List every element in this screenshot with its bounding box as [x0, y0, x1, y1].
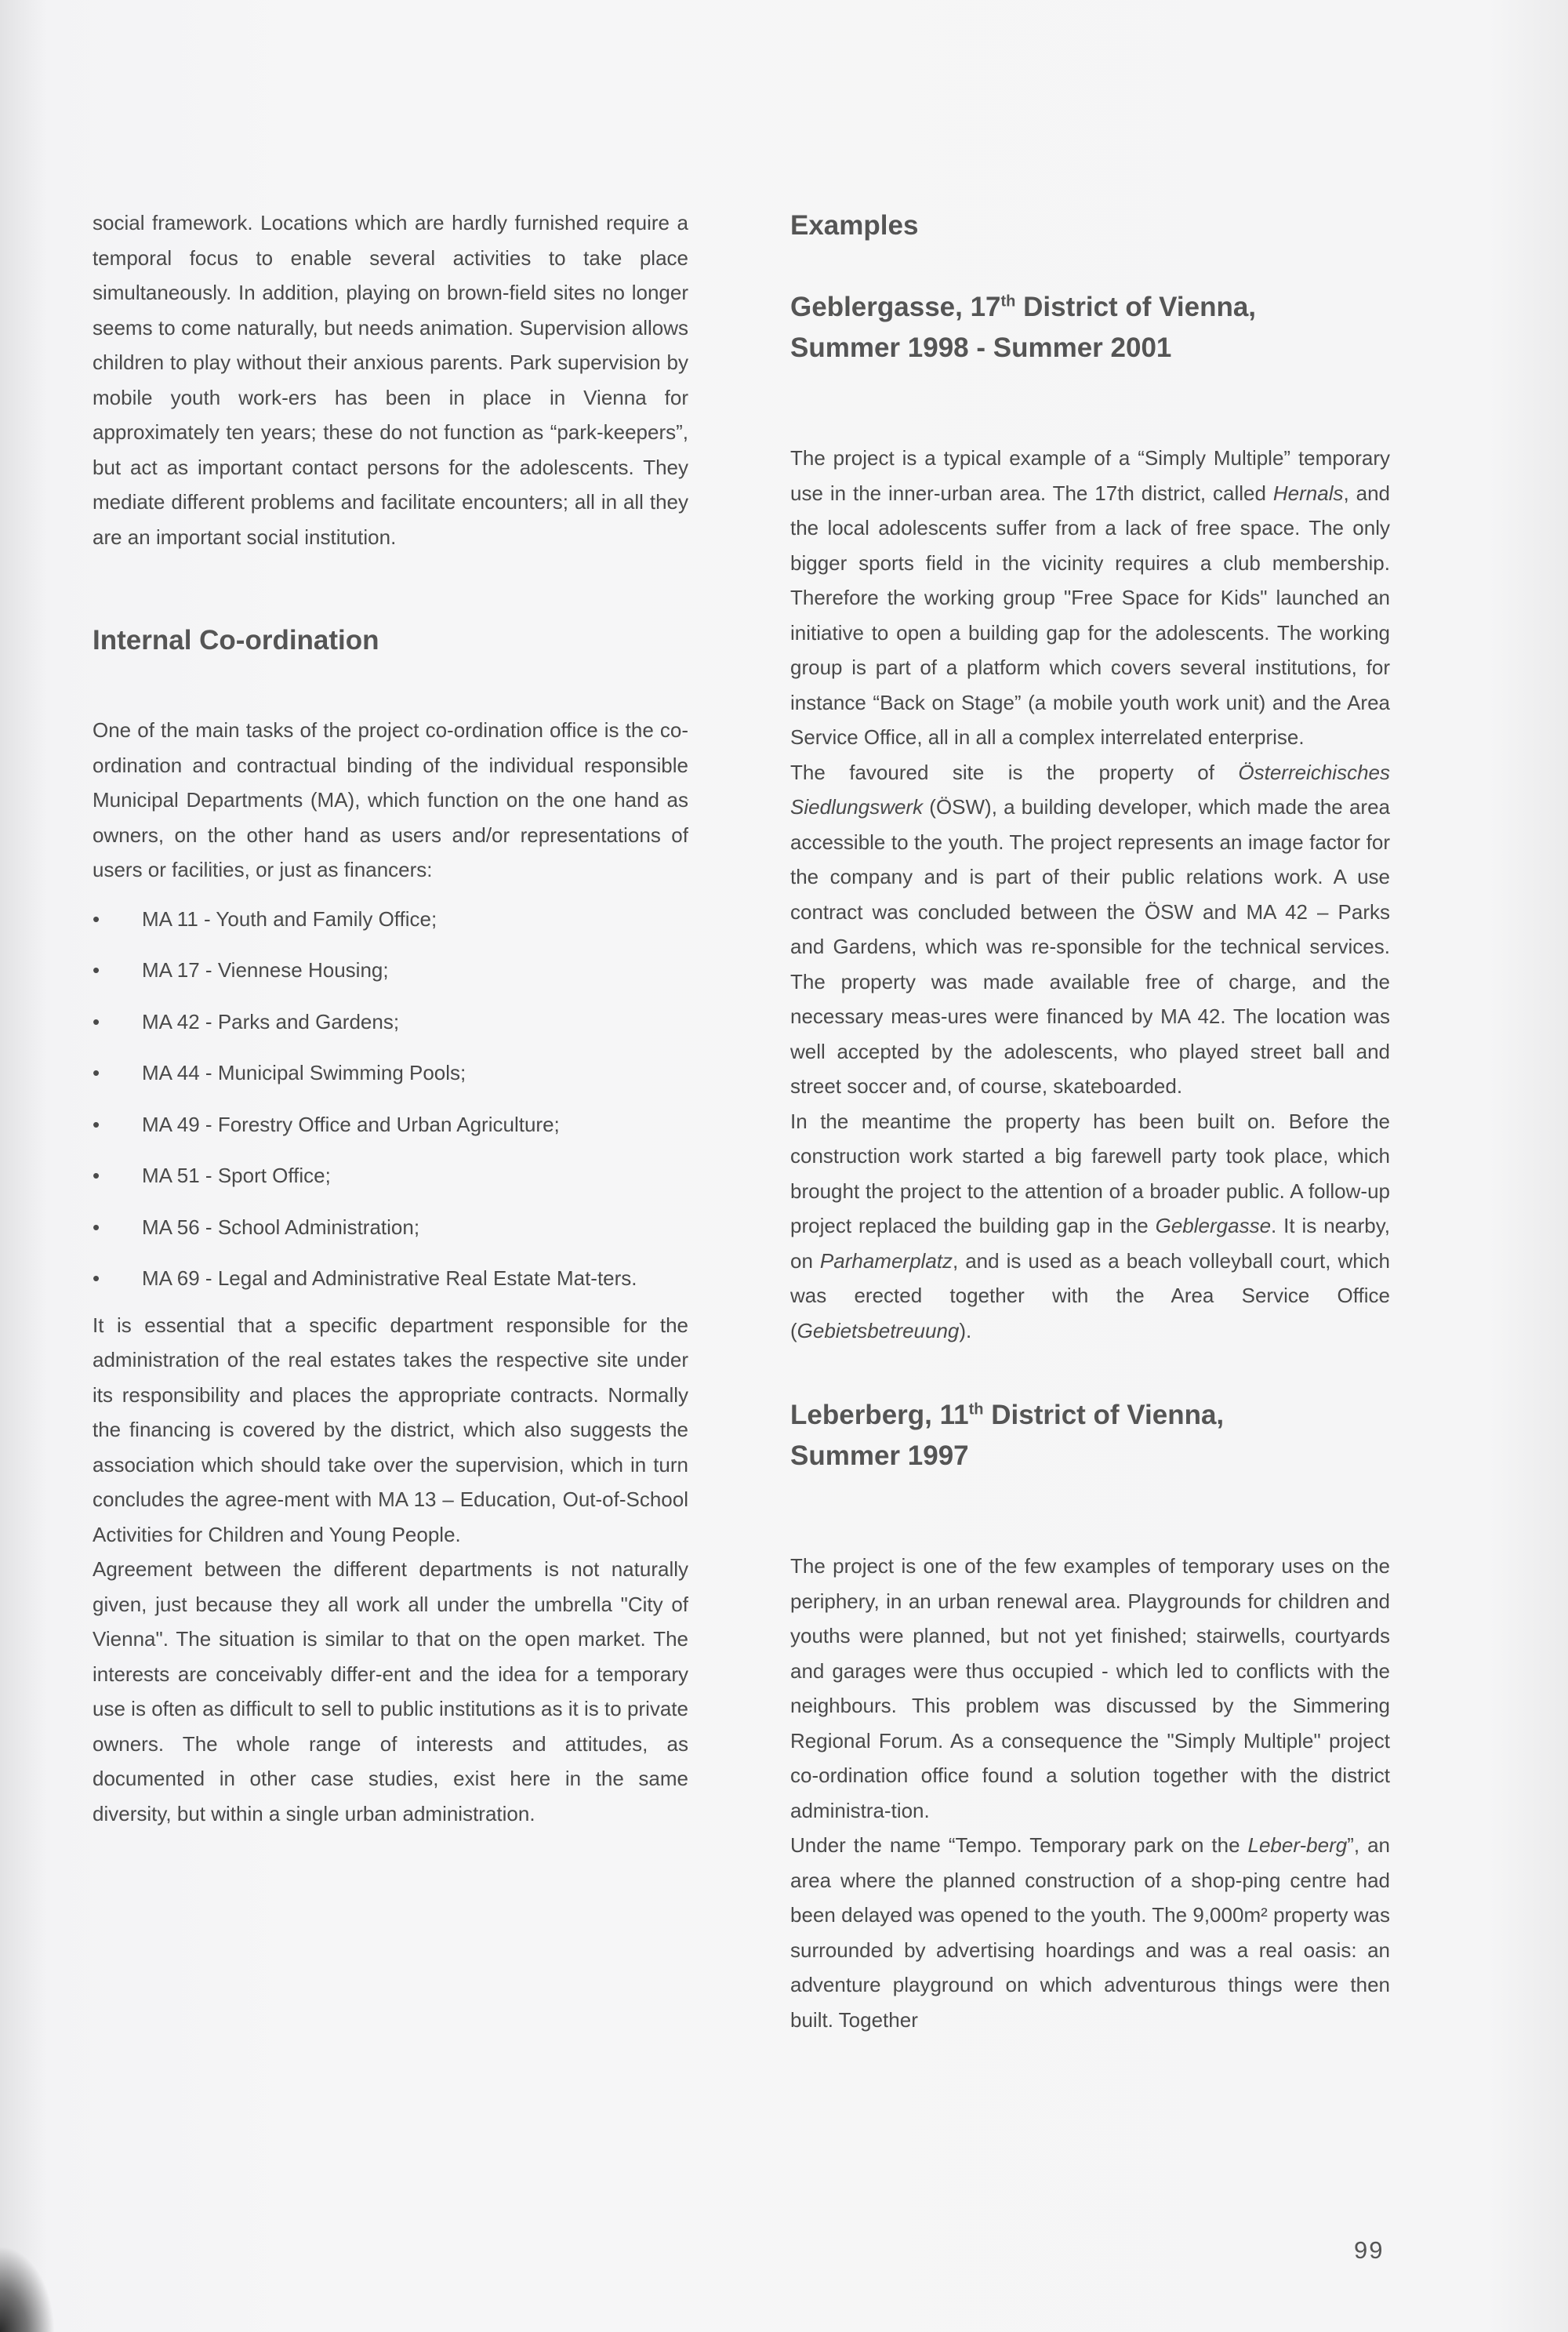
list-item: • MA 49 - Forestry Office and Urban Agriculture; [93, 1107, 688, 1142]
bullet-icon: • [93, 1215, 100, 1239]
list-item: • MA 69 - Legal and Administrative Real Estate Mat-ters. [93, 1261, 688, 1296]
bullet-icon: • [93, 958, 100, 982]
list-item: • MA 17 - Viennese Housing; [93, 953, 688, 988]
intro-paragraph: social framework. Locations which are hardly furnished require a temporal focus to enable several activities to take place simultaneously. In addition, playing on brown-field sites no longer seems to come naturally, but needs animation. Supervision allows children to play without their anxious parents. Park supervision by mobile youth work-ers has been in place in Vienna for approximately ten years; these do not function as “park-keepers”, but act as important contact persons for the adolescents. They mediate different problems and facilitate encounters; all in all they are an important social institution. [93, 211, 688, 549]
leberberg-paragraph-2: Under the name “Tempo. Temporary park on the Leber-berg”, an area where the planned construction of a shop-ping centre had been delayed was opened to the youth. The 9,000m² property was surrounded by advertising hoardings and was a real oasis: an adventure playground on which adventurous things were then built. Together [790, 1833, 1390, 2032]
internal-paragraph: One of the main tasks of the project co-ordination office is the co-ordination and contractual binding of the individual responsible Municipal Departments (MA), which function on the one hand as owners, on the other hand as users and/or representations of users or facilities, or just as financers: [93, 718, 688, 881]
list-item: • MA 44 - Municipal Swimming Pools; [93, 1055, 688, 1091]
list-item: • MA 51 - Sport Office; [93, 1158, 688, 1193]
geblergasse-heading: Geblergasse, 17th District of Vienna, Summer 1998 - Summer 2001 [790, 292, 1257, 363]
leberberg-heading: Leberberg, 11th District of Vienna, Summer 1997 [790, 1400, 1225, 1471]
internal-coordination-heading: Internal Co-ordination [93, 625, 379, 656]
essential-paragraph: It is essential that a specific department responsible for the administration of the real estates takes the respective site under its responsibility and places the appropriate contracts. Normally the financing is covered by the district, which also suggests the association which should take over the supervision, which in turn concludes the agree-ment with MA 13 – Education, Out-of-School Activities for Children and Young People. [93, 1313, 688, 1546]
page-corner-shadow [0, 2246, 55, 2332]
agreement-paragraph: Agreement between the different departments is not naturally given, just because they all work all under the umbrella "City of Vienna". The situation is similar to that on the open market. The interests are conceivably differ-ent and the idea for a temporary use is often as difficult to sell to public institutions as it is to private owners. The whole range of interests and attitudes, as documented in other case studies, exist here in the same diversity, but within a single urban administration. [93, 1557, 688, 1825]
geblergasse-paragraph-2: The favoured site is the property of Österreichisches Siedlungswerk (ÖSW), a building developer, which made the area accessible to the youth. The project represents an image factor for the company and is part of their public relations work. A use contract was concluded between the ÖSW and MA 42 – Parks and Gardens, which was re-sponsible for the technical services. The property was made available free of charge, and the necessary meas-ures were financed by MA 42. The location was well accepted by the adolescents, who played street ball and street soccer and, of course, skateboarded. [790, 760, 1390, 1098]
right-column [790, 205, 1390, 2037]
list-item: • MA 42 - Parks and Gardens; [93, 1004, 688, 1040]
examples-heading: Examples [790, 210, 919, 241]
department-list [93, 902, 688, 1296]
bullet-icon: • [93, 1266, 100, 1290]
list-item: • MA 56 - School Administration; [93, 1210, 688, 1245]
bullet-icon: • [93, 1112, 100, 1136]
list-item: • MA 11 - Youth and Family Office; [93, 902, 688, 937]
leberberg-paragraph-1: The project is one of the few examples of temporary uses on the periphery, in an urban renewal area. Playgrounds for children and youths were planned, but not yet finished; stairwells, courtyards and garages were thus occupied - which led to conflicts with the neighbours. This problem was discussed by the Simmering Regional Forum. As a consequence the "Simply Multiple" project co-ordination office found a solution together with the district administra-tion. [790, 1554, 1390, 1822]
geblergasse-paragraph-1: The project is a typical example of a “Simply Multiple” temporary use in the inner-urban area. The 17th district, called Hernals, and the local adolescents suffer from a lack of free space. The only bigger sports field in the vicinity requires a club membership. Therefore the working group "Free Space for Kids" launched an initiative to open a building gap for the adolescents. The working group is part of a platform which covers several institutions, for instance “Back on Stage” (a mobile youth work unit) and the Area Service Office, all in all a complex interrelated enterprise. [790, 446, 1390, 749]
bullet-icon: • [93, 1164, 100, 1187]
bullet-icon: • [93, 1009, 100, 1033]
geblergasse-paragraph-3: In the meantime the property has been built on. Before the construction work started a big farewell party took place, which brought the project to the attention of a broader public. A follow-up project replaced the building gap in the Geblergasse. It is nearby, on Parhamerplatz, and is used as a beach volleyball court, which was erected together with the Area Service Office (Gebietsbetreuung). [790, 1109, 1390, 1342]
page-number: 99 [1354, 2236, 1385, 2264]
bullet-icon: • [93, 906, 100, 931]
left-column [93, 205, 688, 1831]
bullet-icon: • [93, 1061, 100, 1084]
